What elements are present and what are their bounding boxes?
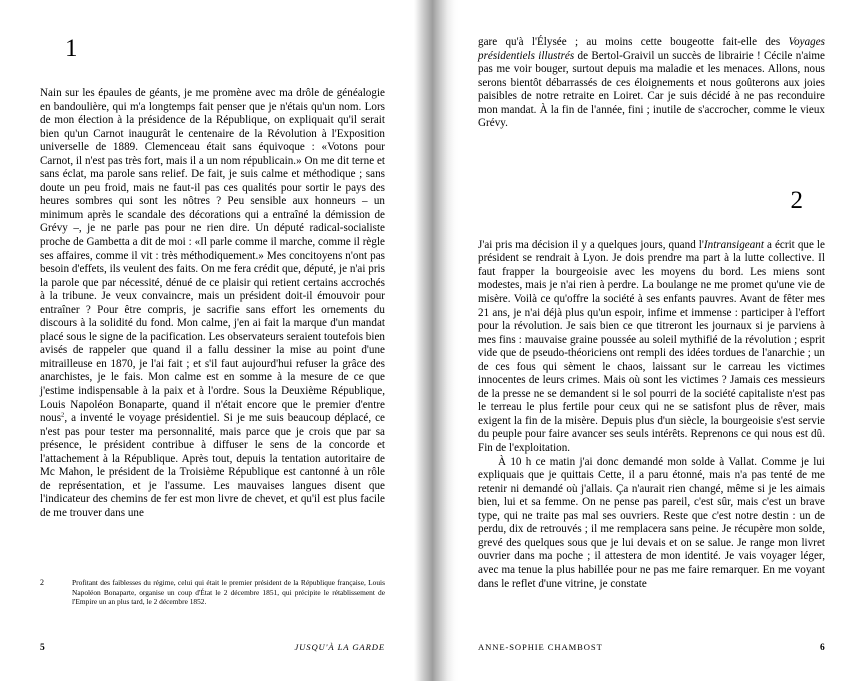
folio-right: 6 xyxy=(820,643,825,653)
section-spacer xyxy=(478,131,825,188)
folio-left: 5 xyxy=(40,643,45,653)
left-page-paragraph-1 xyxy=(40,87,385,521)
chapter-number-1: 1 xyxy=(65,35,78,62)
right-page-textblock xyxy=(478,36,825,591)
right-page xyxy=(434,0,862,681)
paragraph-2-after: a écrit que le président se rendrait à Lyon. Je dois prendre ma part à la lutte collective. Il faut frapper la bourgeoisie avec les moyens du bord. Les miens sont modestes, mais je n'ai rien à perdre. La boulange ne me promet qu'une vie de misère. Voilà ce qu'offre la société à ses enfants pauvres. Avant de fêter mes 21 ans, je n'ai déjà plus qu'un espoir, infime et immense : participer à l'effort pour la révolution. Je sais bien ce que titreront les journaux si je parviens à mes fins : mauvaise graine poussée au soleil mythifié de la révolution ; esprit vide que de pseudo-théoriciens ont rempli des idées tordues de l'anarchie ; un de ces fous qui sèment le chaos, laissant sur le carreau les victimes innocentes de leurs crimes. Mais où sont les victimes ? Jamais ces messieurs de la presse ne se demandent si le sol pourri de la société capitaliste n'est pas le terreau le plus fertile pour ceux qui ne se satisfont plus de rêver, mais exigent la fin de la misère. Depuis plus d'un siècle, la bourgeoisie s'est servie du peuple pour faire avancer ses seuls intérêts. Reprenons ce qui nous est dû. Fin de l'exploitation. xyxy=(478,238,825,455)
paragraph-2-before: J'ai pris ma décision il y a quelques jours, quand l' xyxy=(478,238,704,251)
continuation-after: de Bertol-Graivil un succès de librairie ! Cécile n'aime pas me voir bouger, surtout depuis ma maladie et les menaces. Allons, nous serons bientôt débarrassés de ces éloignements et nous goûterons aux joies paisibles de notre retraite en Loiret. Car je suis décidé à ne pas reconduire mon mandat. À la fin de l'année, fini ; inutile de s'accrocher, comme le vieux Grévy. xyxy=(478,49,825,130)
right-page-paragraph-3: À 10 h ce matin j'ai donc demandé mon solde à Vallat. Comme je lui expliquais que je quittais Cette, il a paru étonné, mais n'a pas tenté de me retenir ni demandé où j'allais. Ça n'aurait rien changé, même si je les aimais bien, lui et sa femme. On ne pense pas pareil, c'est sûr, mais c'est un brave type, qui ne traite pas mal ses ouvriers. Reste que c'est notre destin : un de perdu, dix de retrouvés ; il me remplacera sans peine. Je récupère mon solde, grevé des quelques sous que je lui devais et on se salue. Je range mon livret ouvrier dans ma poche ; il attestera de mon identité. Je vais voyager léger, avec ma tenue la plus habillée pour ne pas me faire remarquer. En me voyant dans le reflet d'une vitrine, je constate xyxy=(478,455,825,590)
continuation-before: gare qu'à l'Élysée ; au moins cette bougeotte fait-elle des xyxy=(478,36,789,48)
footnote-reference-2[interactable]: 2 xyxy=(61,411,65,419)
footnote-number: 2 xyxy=(40,578,44,587)
chapter-number-2: 2 xyxy=(790,186,803,214)
left-page-paragraph-1-text: Nain sur les épaules de géants, je me promène avec ma drôle de généalogie en bandoulière, qui m'a longtemps fait penser que je n'étais qu'un nom. Lors de mon élection à la présidence de la République, on expliquait qu'il serait bien qu'un Carnot inaugurât le centenaire de la Révolution à l'Exposition universelle de 1889. Clemenceau était sans équivoque : «Votons pour Carnot, il n'est pas très fort, mais il a un nom républicain.» On me dit terne et sans éclat, ma parole sans relief. De fait, je suis calme et méthodique ; sans doute un peu froid, mais ne faut-il pas ces qualités pour sortir le pays des heures sombres qui sont les nôtres ? Peu sensible aux honneurs – un minimum après le scandale des décorations qui a entraîné la démission de Grévy –, je ne parle pas pour ne rien dire. Un député radical-socialiste proche de Gambetta a dit de moi : «Il parle comme il marche, comme il règle ses affaires, comme il vit : très méthodiquement.» Mes concitoyens n'ont pas besoin d'effets, ils veulent des faits. On me fera crédit que, député, je n'ai pris la parole que par nécessité, dénué de ce plaisir qui retient certains accrochés à la tribune. Je veux convaincre, mais un président doit-il émouvoir pour entraîner ? Pour être compris, je sacrifie sans effort les ornements du discours à la solidité du fond. Mon calme, j'en ai fait la marque d'un mandat placé sous le signe de la pacification. Les observateurs seraient toutefois bien avisés de rappeler que quand il a fallu dessiner la mise au point d'une mitrailleuse en 1870, je l'ai fait ; et s'il faut aujourd'hui refuser la grâce des anarchistes, je le fais. Mon calme est en somme à la mesure de ce que j'estime indispensable à la paix et à l'ordre. Sous la Deuxième République, Louis Napoléon Bonaparte, quand il n'était encore que le premier d'entre nous xyxy=(40,87,385,425)
footnote-area xyxy=(40,578,385,607)
left-page-paragraph-1-tail: , a inventé le voyage présidentiel. Si je me suis beaucoup déplacé, ce n'est pas pour tester ma personnalité, mais parce que je crois que par sa présence, le président contribue à diffuser le sens de la concorde et l'attachement à la République. Après tout, depuis la tentation autoritaire de Mc Mahon, le président de la Troisième République est cantonné à un rôle de représentation, et je l'assume. Les mauvaises langues disent que l'indicateur des chemins de fer est mon livre de chevet, et qu'il est plus facile de me trouver dans une xyxy=(40,412,385,519)
newspaper-title-intransigeant: Intransigeant xyxy=(703,238,764,251)
running-head-left: JUSQU'À LA GARDE xyxy=(294,642,385,652)
left-page xyxy=(0,0,428,681)
footnote-2 xyxy=(40,578,385,607)
left-page-footer xyxy=(40,642,385,653)
right-page-paragraph-2 xyxy=(478,239,825,456)
right-page-footer xyxy=(478,642,825,653)
left-page-textblock xyxy=(40,36,385,521)
running-head-right: ANNE-SOPHIE CHAMBOST xyxy=(478,642,603,652)
footnote-text: Profitant des faiblesses du régime, celui qui était le premier président de la République française, Louis Napoléon Bonaparte, organise un coup d'État le 2 décembre 1851, qui précipite le rétablissement de l'Empire un an plus tard, le 2 décembre 1852. xyxy=(72,578,385,607)
right-page-continuation-paragraph xyxy=(478,36,825,131)
book-title-voyages: Voyages présidentiels illustrés xyxy=(478,36,825,62)
